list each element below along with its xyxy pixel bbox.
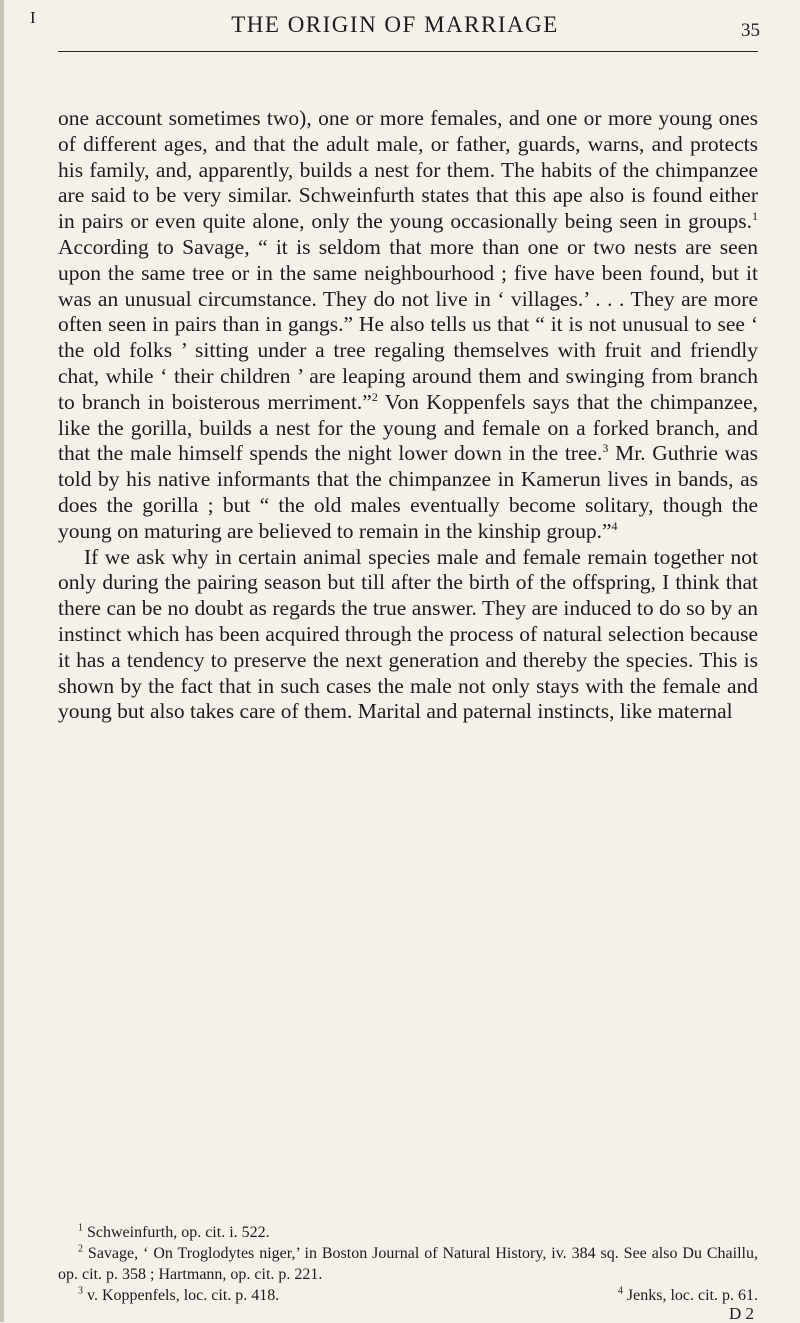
footnote-3-text: v. Koppenfels, loc. cit. p. 418. xyxy=(83,1287,280,1304)
paragraph-2: If we ask why in certain animal species male and female remain together not only during the pairing season but till after the birth of the offspring, I think that there can be no doubt as regards the true answer. They are induced to do so by an instinct which has been acquired through the process of natural selection because it has a tendency to preserve the next generation and thereby the species. This is shown by the fact that in such cases the male not only stays with the female and young but also takes care of them. Marital and paternal instincts, like maternal xyxy=(58,544,758,724)
header-rule xyxy=(58,51,758,52)
footnote-4-mark: 4 xyxy=(617,1285,623,1297)
footnote-ref-4: 4 xyxy=(611,518,618,533)
paragraph-1-text: one account sometimes two), one or more females, and one or more young ones of different ages, and that the adult male, or father, guards, warns, and protects his family, and, apparently, builds a nest for them. The habits of the chimpanzee are said to be very similar. Schweinfurth states that this ape also is found either in pairs or even quite alone, only the young occasionally being seen in groups. xyxy=(58,106,758,234)
footnotes xyxy=(58,1222,758,1306)
paragraph-1-text-c: Von Koppenfels says that the chimpanzee, like the gorilla, builds a nest for the young and female on a forked branch, and that the male himself spends the night lower down in the tree. xyxy=(58,389,758,466)
chapter-number: I xyxy=(30,8,36,27)
body-text xyxy=(58,106,758,725)
running-head: THE ORIGIN OF MARRIAGE xyxy=(231,12,559,37)
page-edge xyxy=(0,0,4,1322)
footnote-3 xyxy=(78,1285,279,1306)
footnote-1 xyxy=(58,1222,758,1243)
paragraph-1-text-b: According to Savage, “ it is seldom that more than one or two nests are seen upon the same tree or in the same neighbourhood ; five have been found, but it was an unusual circumstance. They do not live in ‘ villages.’ . . . They are more often seen in pairs than in gangs.” He also tells us that “ it is not unusual to see ‘ the old folks ’ sitting under a tree regaling themselves with fruit and friendly chat, while ‘ their children ’ are leaping around them and swinging from branch to branch in boisterous merriment.” xyxy=(58,234,758,414)
footnote-1-mark: 1 xyxy=(78,1222,83,1234)
footnote-1-text: Schweinfurth, op. cit. i. 522. xyxy=(83,1224,270,1241)
paragraph-1 xyxy=(58,106,758,545)
footnote-4-text: Jenks, loc. cit. p. 61. xyxy=(622,1287,758,1304)
page-header xyxy=(30,8,760,41)
footnote-ref-1: 1 xyxy=(752,209,758,224)
footnote-2 xyxy=(58,1243,758,1285)
footnote-ref-3: 3 xyxy=(602,441,609,456)
footnote-4 xyxy=(618,1285,758,1306)
signature-mark: D 2 xyxy=(728,1304,754,1323)
footnote-3-mark: 3 xyxy=(78,1285,83,1297)
footnote-2-mark: 2 xyxy=(78,1243,83,1255)
page-number: 35 xyxy=(741,20,760,41)
footnote-row-3-4 xyxy=(58,1285,758,1306)
footnote-ref-2: 2 xyxy=(371,389,378,404)
footnote-2-text: Savage, ‘ On Troglodytes niger,’ in Boston Journal of Natural History, iv. 384 sq. See also Du Chaillu, op. cit. p. 358 ; Hartmann, op. cit. p. 221. xyxy=(58,1245,758,1283)
paragraph-1-text-d: Mr. Guthrie was told by his native informants that the chimpanzee in Kamerun lives in bands, as does the gorilla ; but “ the old males eventually become solitary, though the young on maturing are believed to remain in the kinship group.” xyxy=(58,441,758,543)
